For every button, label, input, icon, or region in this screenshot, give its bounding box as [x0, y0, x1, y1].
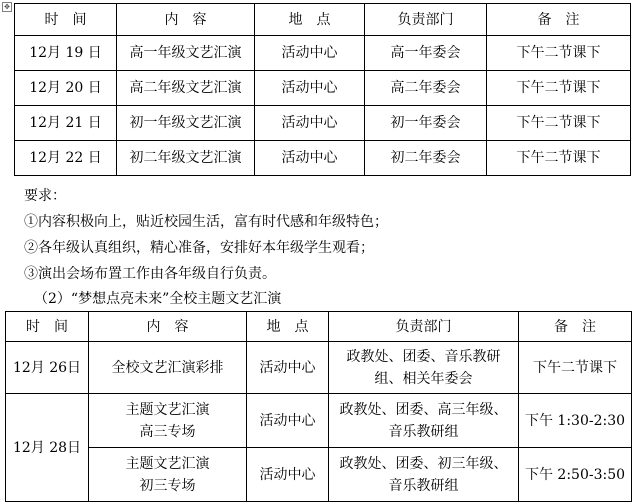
table-row	[6, 394, 632, 448]
dept-line: 政教处、团委、高三年级、	[339, 401, 508, 418]
cell-content: 高二年级文艺汇演	[117, 71, 255, 106]
header-note: 备 注	[519, 312, 632, 342]
cell-note: 下午二节课下	[487, 141, 631, 176]
cell-note: 下午二节课下	[519, 342, 632, 394]
requirements-title: 要求：	[24, 188, 66, 204]
header-place: 地 点	[247, 312, 329, 342]
table-row	[15, 71, 631, 106]
cell-date: 12月 26日	[6, 342, 89, 394]
cell-dept: 初二年委会	[365, 141, 487, 176]
cell-place: 活动中心	[247, 448, 329, 502]
content-line: 高三专场	[139, 423, 196, 440]
table-header-row	[15, 4, 631, 36]
cell-note: 下午 2:50-3:50	[519, 448, 632, 502]
content-line: 主题文艺汇演	[125, 455, 210, 472]
dept-line: 音乐教研组	[388, 423, 459, 440]
table-row	[15, 141, 631, 176]
cell-date: 12月 21 日	[15, 106, 117, 141]
dept-line: 音乐教研组	[388, 477, 459, 494]
header-note: 备 注	[487, 4, 631, 36]
header-dept: 负责部门	[365, 4, 487, 36]
cell-dept: 高二年委会	[365, 71, 487, 106]
requirement-item: ①内容积极向上，贴近校园生活，富有时代感和年级特色；	[24, 214, 388, 230]
cell-place: 活动中心	[255, 141, 365, 176]
cell-date: 12月 28日	[6, 394, 89, 502]
cell-place: 活动中心	[255, 106, 365, 141]
cell-note: 下午二节课下	[487, 36, 631, 71]
cell-place: 活动中心	[247, 342, 329, 394]
cell-dept	[329, 394, 519, 448]
table-row	[6, 448, 632, 502]
header-time: 时 间	[6, 312, 89, 342]
cell-dept: 初一年委会	[365, 106, 487, 141]
requirement-item: ②各年级认真组织，精心准备，安排好本年级学生观看；	[24, 240, 374, 256]
schedule-table-grade-performances	[14, 3, 631, 176]
header-dept: 负责部门	[329, 312, 519, 342]
cell-content	[89, 394, 247, 448]
cell-dept	[329, 342, 519, 394]
cell-place: 活动中心	[255, 36, 365, 71]
dept-line: 政教处、团委、初三年级、	[339, 455, 508, 472]
header-time: 时 间	[15, 4, 117, 36]
header-content: 内 容	[89, 312, 247, 342]
cell-content: 高一年级文艺汇演	[117, 36, 255, 71]
cell-place: 活动中心	[255, 71, 365, 106]
move-handle-icon[interactable]: ✥	[2, 2, 12, 12]
cell-dept: 高一年委会	[365, 36, 487, 71]
content-line: 初三专场	[139, 477, 196, 494]
section-heading: （2）“梦想点亮未来”全校主题文艺汇演	[34, 291, 282, 307]
table-row	[6, 342, 632, 394]
schedule-table-school-performance	[5, 311, 632, 502]
cell-dept	[329, 448, 519, 502]
dept-line: 政教处、团委、音乐教研	[346, 348, 501, 365]
requirement-item: ③演出会场布置工作由各年级自行负责。	[24, 266, 276, 282]
cell-content	[89, 448, 247, 502]
cell-place: 活动中心	[247, 394, 329, 448]
cell-content: 全校文艺汇演彩排	[89, 342, 247, 394]
table-row	[15, 36, 631, 71]
content-line: 主题文艺汇演	[125, 401, 210, 418]
cell-note: 下午 1:30-2:30	[519, 394, 632, 448]
cell-date: 12月 19 日	[15, 36, 117, 71]
cell-content: 初一年级文艺汇演	[117, 106, 255, 141]
header-place: 地 点	[255, 4, 365, 36]
cell-note: 下午二节课下	[487, 71, 631, 106]
cell-content: 初二年级文艺汇演	[117, 141, 255, 176]
requirements-block	[24, 183, 388, 287]
header-content: 内 容	[117, 4, 255, 36]
cell-date: 12月 20 日	[15, 71, 117, 106]
table-header-row	[6, 312, 632, 342]
cell-note: 下午二节课下	[487, 106, 631, 141]
table-row	[15, 106, 631, 141]
cell-date: 12月 22 日	[15, 141, 117, 176]
dept-line: 组、相关年委会	[374, 370, 473, 387]
